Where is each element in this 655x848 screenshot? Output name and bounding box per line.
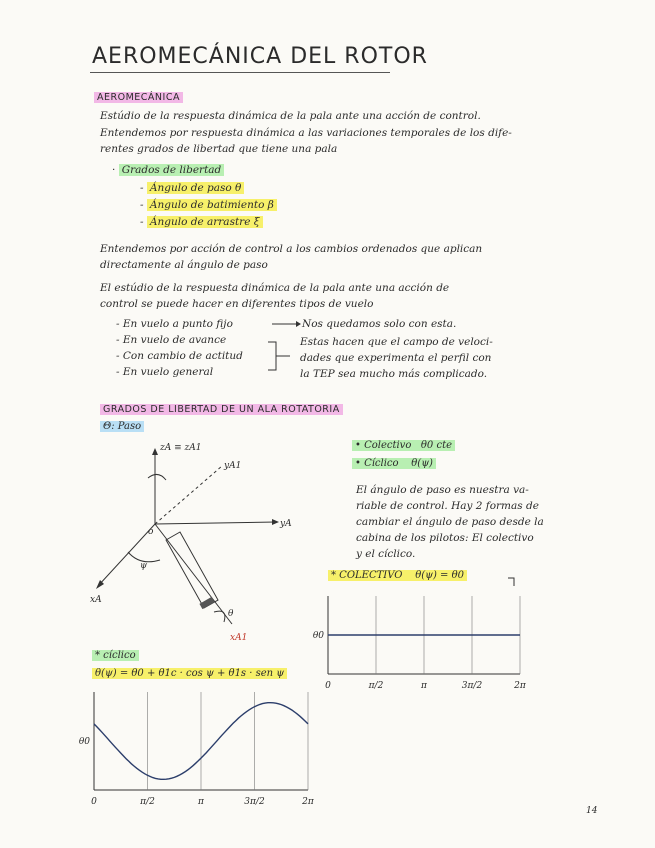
dof-item-pitch: - Ángulo de paso θ bbox=[140, 182, 244, 194]
flight-line: El estúdio de la respuesta dinámica de la pala ante una acción de bbox=[100, 282, 450, 294]
xa1-label: xA1 bbox=[230, 633, 248, 643]
psi-label: ψ bbox=[140, 561, 148, 571]
others-note-line: dades que experimenta el perfil con bbox=[300, 352, 492, 364]
desc-line: cabina de los pilotos: El colectivo bbox=[356, 532, 534, 544]
flight-item: - Con cambio de actitud bbox=[116, 350, 243, 362]
x-tick-label: 2π bbox=[302, 797, 314, 807]
desc-line: El ángulo de paso es nuestra va- bbox=[356, 484, 529, 496]
control-line: Entendemos por acción de control a los cambios ordenados que aplican bbox=[100, 243, 483, 255]
desc-line: cambiar el ángulo de paso desde la bbox=[356, 516, 544, 528]
x-tick-label: 2π bbox=[514, 681, 526, 691]
intro-line: Entendemos por respuesta dinámica a las variaciones temporales de los dife- bbox=[100, 127, 512, 139]
x-tick-label: 0 bbox=[325, 681, 331, 691]
theta-label: θ bbox=[228, 609, 234, 619]
desc-line: riable de control. Hay 2 formas de bbox=[356, 500, 539, 512]
ya-label: yA bbox=[280, 519, 292, 529]
y-axis-label: θ0 bbox=[78, 737, 90, 747]
section-heading-dof-rotor: GRADOS DE LIBERTAD DE UN ALA ROTATORIA bbox=[100, 404, 343, 415]
page-title: AEROMECÁNICA DEL ROTOR bbox=[92, 44, 428, 69]
ya1-label: yA1 bbox=[224, 461, 242, 471]
intro-line: rentes grados de libertad que tiene una pala bbox=[100, 143, 338, 155]
flight-item: - En vuelo general bbox=[116, 366, 214, 378]
x-tick-label: 0 bbox=[91, 797, 97, 807]
section-heading-aeromecanica: AEROMECÁNICA bbox=[94, 92, 183, 103]
collective-heading: * COLECTIVO θ(ψ) = θ0 bbox=[328, 570, 467, 581]
desc-line: y el cíclico. bbox=[356, 548, 416, 560]
x-tick-label: 3π/2 bbox=[244, 797, 265, 807]
others-note-line: la TEP sea mucho más complicado. bbox=[300, 368, 488, 380]
flight-item: - En vuelo a punto fijo bbox=[116, 318, 233, 330]
y-axis-label: θ0 bbox=[312, 631, 324, 641]
flight-item: - En vuelo de avance bbox=[116, 334, 227, 346]
dof-item-flap: - Ángulo de batimiento β bbox=[140, 199, 277, 211]
others-note-line: Estas hacen que el campo de veloci- bbox=[300, 336, 493, 348]
cyclic-heading: * cíclico bbox=[92, 650, 139, 661]
mode-cyclic: • Cíclico θ(ψ) bbox=[352, 458, 436, 469]
cyclic-formula: θ(ψ) = θ0 + θ1c · cos ψ + θ1s · sen ψ bbox=[92, 668, 287, 679]
dof-heading: · Grados de libertad bbox=[112, 164, 224, 176]
mode-collective: • Colectivo θ0 cte bbox=[352, 440, 455, 451]
flight-line: control se puede hacer en diferentes tipos de vuelo bbox=[100, 298, 374, 310]
x-tick-label: π/2 bbox=[140, 797, 155, 807]
z-label: zA ≡ zA1 bbox=[160, 443, 202, 453]
x-tick-label: 3π/2 bbox=[461, 681, 483, 691]
origin-label: o bbox=[148, 527, 154, 537]
x-tick-label: π bbox=[421, 681, 427, 691]
xa-label: xA bbox=[90, 595, 102, 605]
fixed-note: Nos quedamos solo con esta. bbox=[302, 318, 457, 330]
x-tick-label: π bbox=[198, 797, 204, 807]
control-line: directamente al ángulo de paso bbox=[100, 259, 268, 271]
intro-line: Estúdio de la respuesta dinámica de la pala ante una acción de control. bbox=[100, 110, 481, 122]
dof-item-lag: - Ángulo de arrastre ξ bbox=[140, 216, 263, 228]
page-number: 14 bbox=[586, 806, 598, 816]
x-tick-label: π/2 bbox=[368, 681, 384, 691]
pitch-label: Θ: Paso bbox=[100, 421, 144, 432]
